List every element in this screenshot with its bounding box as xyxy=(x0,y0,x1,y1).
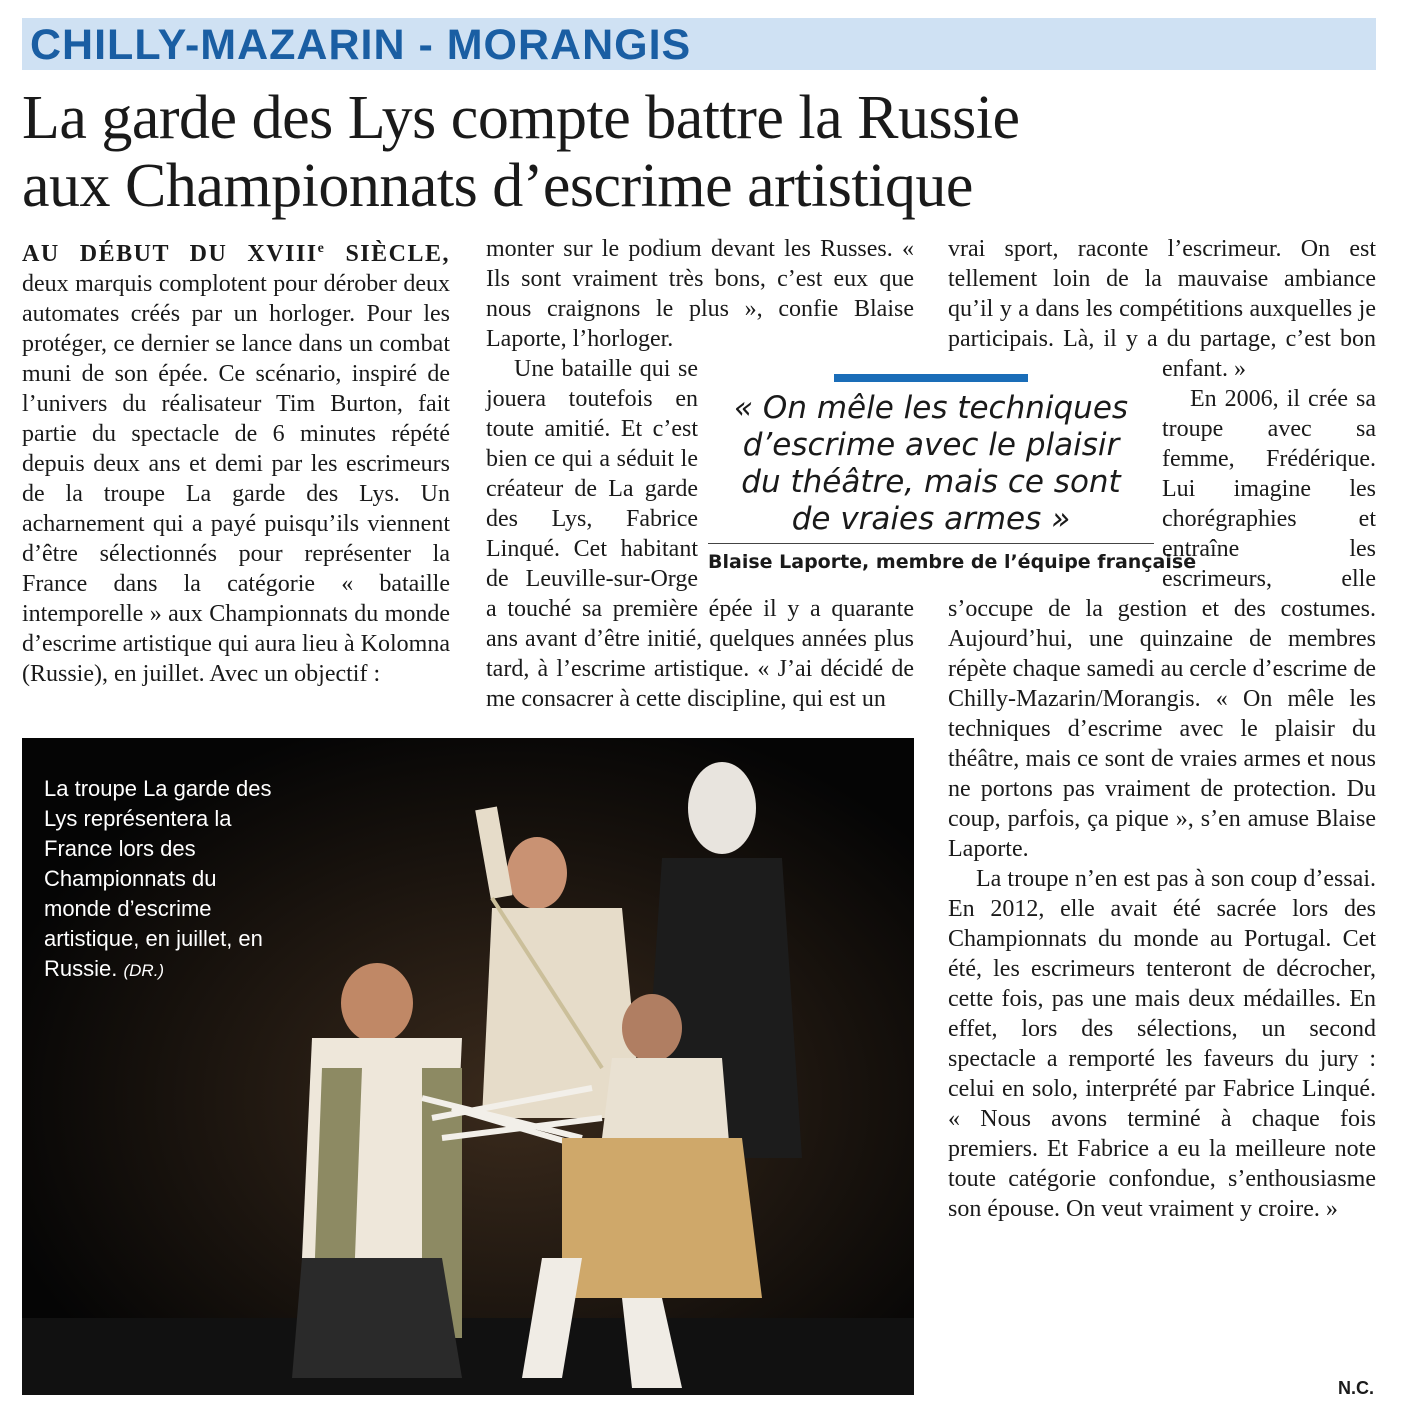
pull-quote-line: de vraies armes » xyxy=(791,501,1071,537)
mask-figure-head xyxy=(688,762,756,854)
pull-quote-line: « On mêle les techniques xyxy=(733,390,1129,426)
kneeling-fencer-head xyxy=(341,963,413,1043)
seated-figure-head xyxy=(622,994,682,1062)
article-column-3: vrai sport, raconte l’escrimeur. On est tellement loin de la mauvaise ambiance qu’il y a dans les compétitions auxquelles je participais. Là, il y a du partage, c’est bon enfant. » En 2006, il crée sa troupe avec sa femme, Frédérique. Lui imagine les chorégraphies et entraîne les escrimeurs, elle s’occupe de la gestion et des costumes. Aujourd’hui, une quinzaine de membres répète chaque samedi au cercle d’escrime de Chilly-Mazarin/Morangis. « On mêle les techniques d’escrime avec le plaisir du théâtre, mais ce sont de vraies armes et nous ne portons pas vraiment de protection. Du coup, parfois, ça pique », s’en amuse Blaise Laporte. La troupe n’en est pas à son coup d’essai. En 2012, elle avait été sacrée lors des Championnats du monde au Portugal. Cet été, les escrimeurs tenteront de décrocher, cette fois, pas une mais deux médailles. En effet, lors des sélections, un second spectacle a remporté les faveurs du jury : celui en solo, interprété par Fabrice Linqué. « Nous avons terminé à chaque fois premiers. Et Fabrice a eu la meilleure note toute catégorie confondue, s’enthousiasme son épouse. On veut vraiment y croire. » xyxy=(948,236,1376,1222)
seated-figure-skirt xyxy=(562,1138,762,1298)
article-signature: N.C. xyxy=(1338,1378,1374,1398)
headline-line-2: aux Championnats d’escrime artistique xyxy=(22,152,973,220)
pull-quote-rule xyxy=(834,374,1028,382)
pull-quote xyxy=(708,390,1154,538)
article-column-2: monter sur le podium devant les Russes. « Ils sont vraiment très bons, c’est eux que nous craignons le plus », confie Blaise Laporte, l’horloger. Une bataille qui se jouera toutefois en toute amitié. Et c’est bien ce qui a séduit le créateur de La garde des Lys, Fabrice Linqué. Cet habitant de Leuville-sur-Orge a touché sa première épée il y a quarante ans avant d’être initié, quelques années plus tard, à l’escrime artistique. « J’ai décidé de me consacrer à cette discipline, qui est un xyxy=(486,236,914,712)
photo-caption-text: La troupe La garde des Lys représentera la France lors des Championnats du monde d’escrime artistique, en juillet, en Russie. xyxy=(44,776,272,981)
standing-fencer-head xyxy=(507,837,567,909)
photo-credit: (DR.) xyxy=(123,961,165,980)
pull-quote-line: du théâtre, mais ce sont xyxy=(741,464,1121,500)
section-kicker: CHILLY-MAZARIN - MORANGIS xyxy=(30,21,692,69)
pull-quote-line: d’escrime avec le plaisir xyxy=(742,427,1120,463)
photo-caption xyxy=(44,774,284,986)
article-column-1: AU DÉBUT DU XVIIIe SIÈCLE, deux marquis complotent pour dérober deux automates créés par un horloger. Pour les protéger, ce dernier se lance dans un combat muni de son épée. Ce scénario, inspiré de l’univers du réalisateur Tim Burton, fait partie du spectacle de 6 minutes répété depuis deux ans et demi par les escrimeurs de la troupe La garde des Lys. Un acharnement qui a payé puisqu’ils viennent d’être sélectionnés pour représenter la France dans la catégorie « bataille intemporelle » aux Championnats du monde d’escrime artistique qui aura lieu à Kolomna (Russie), en juillet. Avec un objectif : xyxy=(22,241,451,687)
headline xyxy=(22,84,1382,220)
pull-quote-separator xyxy=(708,543,1154,544)
article-photo xyxy=(22,738,914,1395)
headline-line-1: La garde des Lys compte battre la Russie xyxy=(22,84,1020,152)
pull-quote-source: Blaise Laporte, membre de l’équipe française xyxy=(708,551,1197,573)
